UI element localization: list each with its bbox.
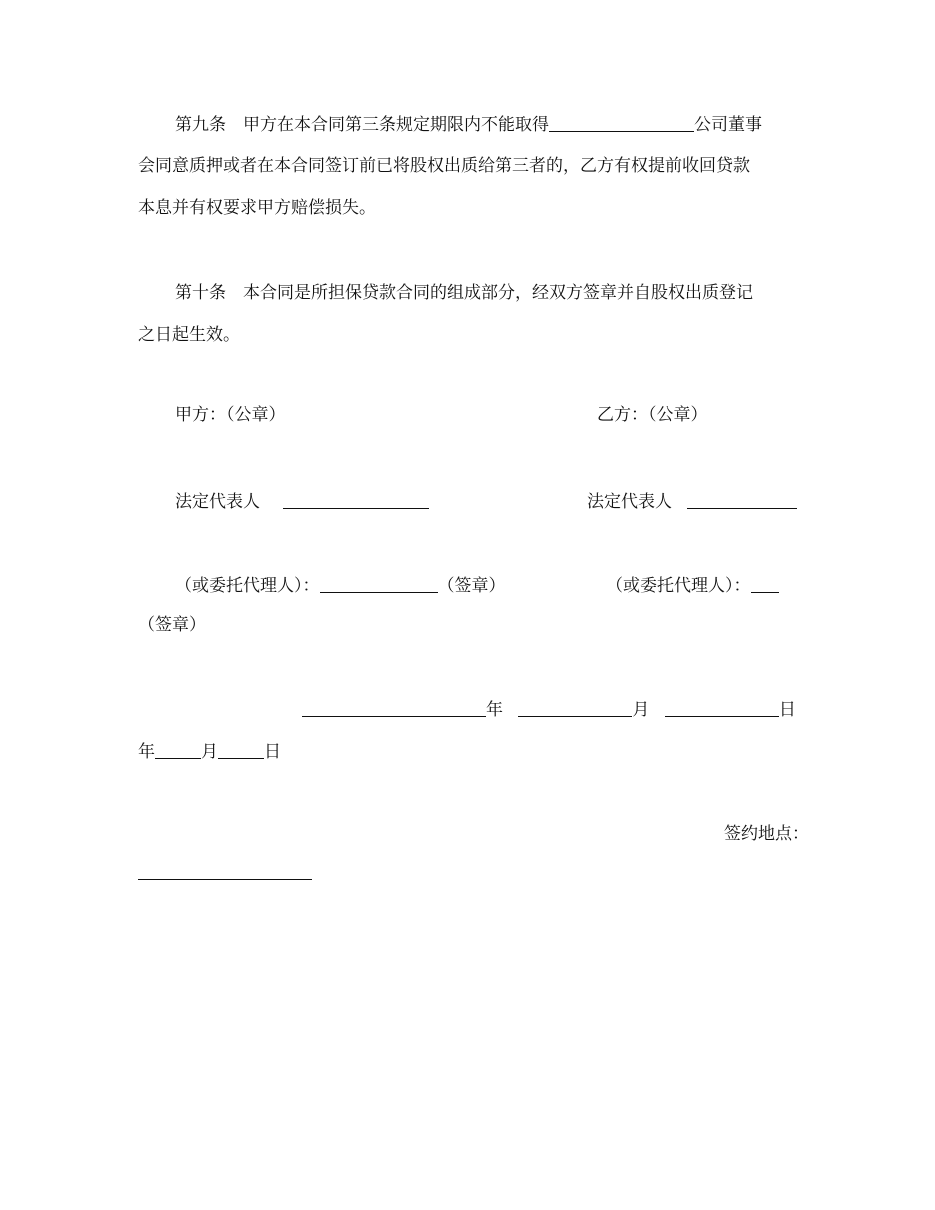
article-9-text-a: 第九条 甲方在本合同第三条规定期限内不能取得 (175, 115, 549, 135)
agent-b-label: （或委托代理人）： (606, 576, 751, 596)
agent-a-row (175, 576, 506, 595)
month-label-2: 月 (201, 742, 218, 762)
month-blank-1[interactable] (518, 700, 632, 717)
article-10-line-2: 之日起生效。 (138, 325, 240, 345)
date-row-2 (138, 742, 281, 761)
agent-b-row (606, 576, 779, 595)
agent-a-seal: （签章） (437, 576, 506, 596)
legal-rep-a-blank[interactable] (283, 492, 429, 509)
agent-a-label: （或委托代理人）： (175, 576, 320, 596)
month-label-1: 月 (632, 700, 650, 720)
legal-rep-a-row (175, 492, 429, 511)
legal-rep-a-label: 法定代表人 (175, 492, 260, 512)
article-9-line-3: 本息并有权要求甲方赔偿损失。 (138, 198, 376, 218)
year-blank-1[interactable] (302, 700, 486, 717)
article-10-line-1: 第十条 本合同是所担保贷款合同的组成部分，经双方签章并自股权出质登记 (175, 283, 753, 303)
agent-a-blank[interactable] (320, 576, 438, 593)
legal-rep-b-label: 法定代表人 (587, 492, 672, 512)
legal-rep-b-blank[interactable] (687, 492, 797, 509)
party-b-seal: 乙方：（公章） (597, 405, 708, 425)
date-row-1 (302, 700, 796, 719)
legal-rep-b-row (587, 492, 797, 511)
signing-place-blank[interactable] (138, 879, 312, 880)
article-9-line-1 (175, 115, 762, 134)
day-blank-1[interactable] (665, 700, 779, 717)
day-label-1: 日 (778, 700, 796, 720)
article-9-line-2: 会同意质押或者在本合同签订前已将股权出质给第三者的，乙方有权提前收回贷款 (138, 156, 750, 176)
day-blank-2[interactable] (218, 742, 264, 759)
signing-place-label: 签约地点： (724, 824, 809, 844)
year-label-2: 年 (138, 742, 155, 762)
company-name-blank[interactable] (549, 115, 694, 132)
party-a-seal: 甲方：（公章） (175, 405, 286, 425)
year-label-1: 年 (486, 700, 503, 720)
agent-b-blank[interactable] (751, 576, 779, 593)
month-blank-2[interactable] (155, 742, 201, 759)
agent-b-seal: （签章） (138, 615, 206, 635)
article-9-text-b: 公司董事 (694, 115, 762, 135)
day-label-2: 日 (264, 742, 281, 762)
